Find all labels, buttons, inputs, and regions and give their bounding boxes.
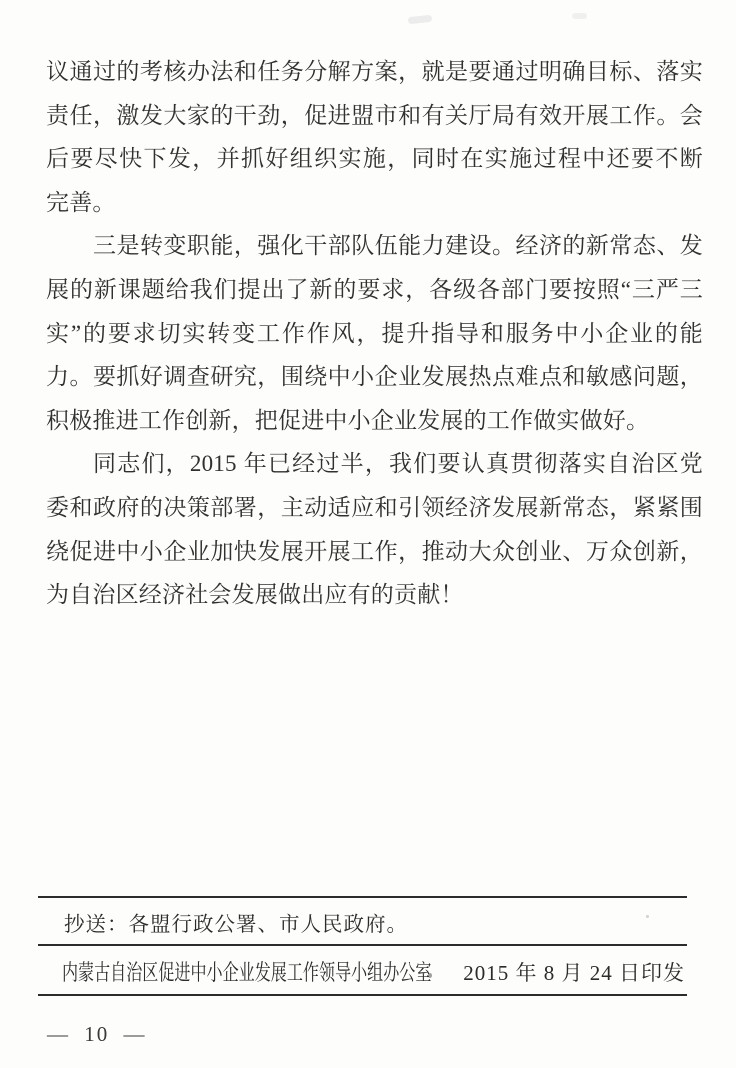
body-line: 完善。 (46, 189, 116, 215)
issuing-row (62, 952, 685, 994)
document-body (46, 50, 703, 617)
cc-note: 抄送：各盟行政公署、市人民政府。 (64, 914, 408, 936)
body-line: 委和政府的决策部署，主动适应和引领经济发展新常态，紧紧围 (46, 494, 703, 520)
scan-artifact (646, 915, 649, 918)
footer-divider-top (38, 896, 687, 898)
scan-artifact (408, 15, 433, 24)
scan-artifact (572, 13, 587, 19)
body-line: 为自治区经济社会发展做出应有的贡献！ (46, 582, 464, 608)
print-date: 2015 年 8 月 24 日印发 (463, 961, 685, 985)
body-line: 同志们，2015 年已经过半，我们要认真贯彻落实自治区党 (93, 451, 703, 477)
body-line: 绕促进中小企业加快发展开展工作，推动大众创业、万众创新， (46, 538, 703, 564)
body-line: 实”的要求切实转变工作作风，提升指导和服务中小企业的能 (46, 320, 703, 346)
footer-divider-middle (38, 944, 687, 946)
body-line: 展的新课题给我们提出了新的要求，各级各部门要按照“三严三 (46, 276, 703, 302)
body-line: 积极推进工作创新，把促进中小企业发展的工作做实做好。 (46, 407, 650, 433)
body-line: 责任，激发大家的干劲，促进盟市和有关厅局有效开展工作。会 (46, 102, 703, 128)
issuing-office: 内蒙古自治区促进中小企业发展工作领导小组办公室 (62, 960, 432, 985)
page-number: — 10 — (47, 1022, 147, 1046)
body-line: 三是转变职能，强化干部队伍能力建设。经济的新常态、发 (93, 233, 703, 259)
footer-divider-bottom (38, 994, 687, 996)
body-line: 力。要抓好调查研究，围绕中小企业发展热点难点和敏感问题， (46, 364, 703, 390)
body-line: 议通过的考核办法和任务分解方案，就是要通过明确目标、落实 (46, 59, 703, 84)
body-line: 后要尽快下发，并抓好组织实施，同时在实施过程中还要不断 (46, 146, 703, 172)
